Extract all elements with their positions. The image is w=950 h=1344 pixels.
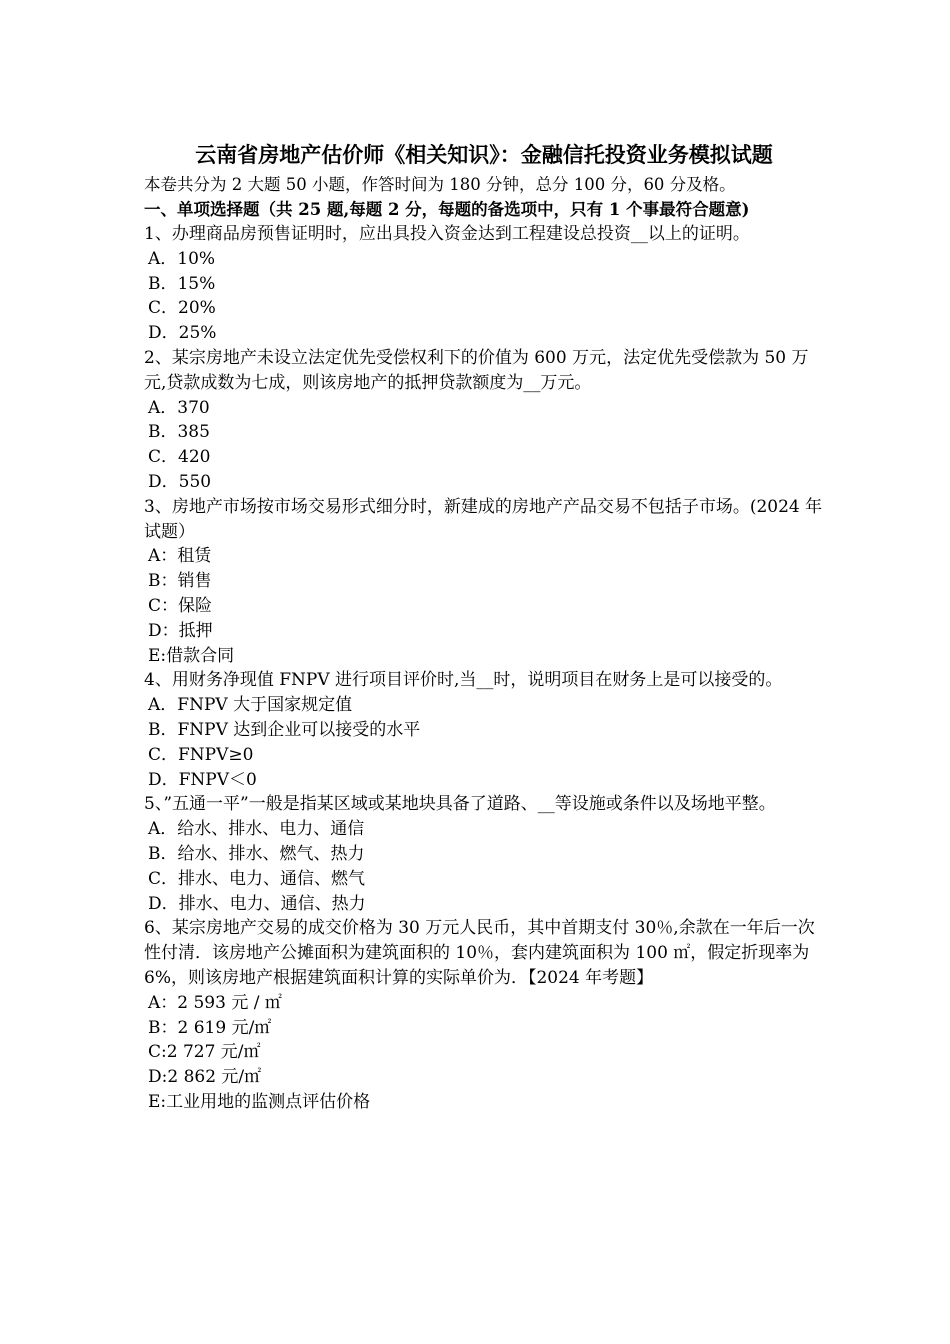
answer-option: A．10% — [148, 248, 216, 269]
answer-option: C：保险 — [148, 595, 213, 616]
answer-option: A．FNPV 大于国家规定值 — [148, 695, 353, 716]
question-text: 5、”五通一平”一般是指某区域或某地块具备了道路、__等设施或条件以及场地平整。 — [144, 794, 776, 815]
answer-option: D．排水、电力、通信、热力 — [148, 893, 366, 914]
exam-intro: 本卷共分为 2 大题 50 小题，作答时间为 180 分钟，总分 100 分，60 分及格。 — [144, 175, 736, 194]
question-text: 4、用财务净现值 FNPV 进行项目评价时,当__时，说明项目在财务上是可以接受的。 — [144, 670, 783, 691]
answer-option: D:2 862 元/㎡ — [148, 1067, 262, 1088]
answer-option: C:2 727 元/㎡ — [148, 1042, 261, 1063]
answer-option: A：租赁 — [148, 546, 212, 567]
document-content — [144, 140, 824, 1115]
question-block — [144, 668, 824, 792]
answer-option: A．给水、排水、电力、通信 — [148, 819, 365, 840]
question-block — [144, 916, 824, 1114]
answer-option: B．给水、排水、燃气、热力 — [148, 843, 365, 864]
answer-option: A．370 — [148, 397, 210, 418]
answer-option: C．20% — [148, 298, 216, 319]
section-heading: 一、单项选择题（共 25 题,每题 2 分，每题的备选项中，只有 1 个事最符合题意) — [144, 200, 750, 219]
answer-option: D．550 — [148, 471, 212, 492]
question-text: 2、某宗房地产未设立法定优先受偿权利下的价值为 600 万元，法定优先受偿款为 50 万元,贷款成数为七成，则该房地产的抵押贷款额度为__万元。 — [144, 347, 809, 393]
answer-option: B．385 — [148, 422, 210, 443]
answer-option: C．420 — [148, 447, 211, 468]
answer-option: C．FNPV≥0 — [148, 744, 254, 765]
answer-option: D．FNPV＜0 — [148, 769, 257, 790]
question-block — [144, 222, 824, 346]
question-text: 6、某宗房地产交易的成交价格为 30 万元人民币，其中首期支付 30％,余款在一年后一次性付清．该房地产公摊面积为建筑面积的 10％，套内建筑面积为 100 ㎡，假定折现率为 6%，则该房地产根据建筑面积计算的实际单价为．【2024 年考题】 — [144, 918, 815, 988]
answer-option: A：2 593 元 / ㎡ — [148, 992, 282, 1013]
document-title: 云南省房地产估价师《相关知识》：金融信托投资业务模拟试题 — [195, 142, 773, 167]
answer-option: B．FNPV 达到企业可以接受的水平 — [148, 719, 421, 740]
answer-option: C．排水、电力、通信、燃气 — [148, 868, 366, 889]
answer-option: E:借款合同 — [148, 645, 235, 666]
answer-option: B：2 619 元/㎡ — [148, 1017, 272, 1038]
answer-option: B．15% — [148, 273, 216, 294]
question-text: 1、办理商品房预售证明时，应出具投入资金达到工程建设总投资__以上的证明。 — [144, 224, 750, 244]
question-block — [144, 792, 824, 916]
answer-option: D：抵押 — [148, 620, 213, 641]
answer-option: E:工业用地的监测点评估价格 — [148, 1091, 371, 1112]
question-text: 3、房地产市场按市场交易形式细分时，新建成的房地产产品交易不包括子市场。(2024 年试题） — [144, 496, 823, 542]
question-block — [144, 495, 824, 669]
question-block — [144, 346, 824, 495]
answer-option: B：销售 — [148, 571, 212, 592]
answer-option: D．25% — [148, 323, 217, 344]
